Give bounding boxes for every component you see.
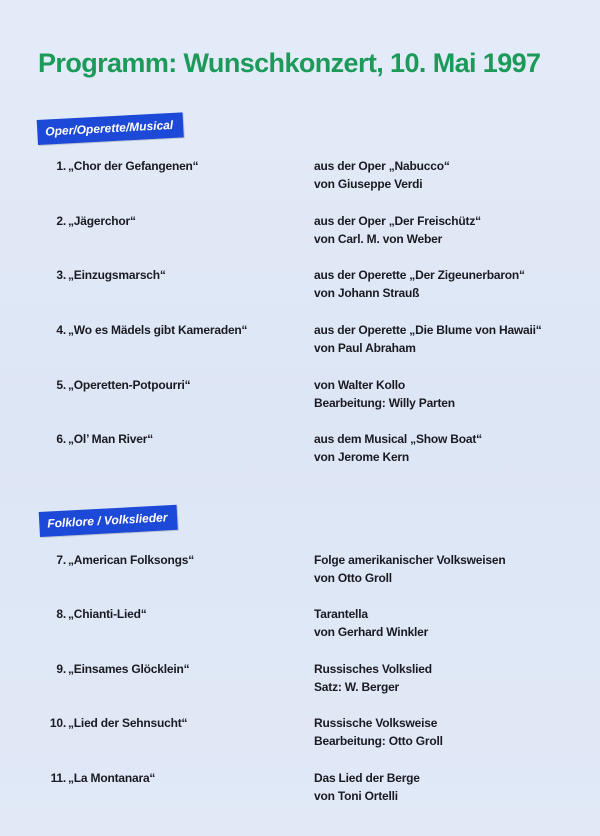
program-item <box>0 607 600 647</box>
item-description: Russische Volksweise <box>314 716 438 730</box>
item-title: „Chor der Gefangenen“ <box>68 159 199 173</box>
item-description: aus der Operette „Die Blume von Hawaii“ <box>314 323 542 337</box>
item-title: „Lied der Sehnsucht“ <box>68 716 188 730</box>
program-item <box>0 716 600 756</box>
item-composer: von Gerhard Winkler <box>314 625 429 639</box>
item-title: „Chianti-Lied“ <box>68 607 147 621</box>
item-title: „Jägerchor“ <box>68 214 136 228</box>
item-composer: von Otto Groll <box>314 571 392 585</box>
item-description: Das Lied der Berge <box>314 771 420 785</box>
program-item <box>0 771 600 811</box>
item-number: 8. <box>56 607 66 621</box>
item-number: 3. <box>56 268 66 282</box>
item-description: Russisches Volkslied <box>314 662 432 676</box>
section-tag-folklore: Folklore / Volkslieder <box>39 505 178 537</box>
item-title: „Einsames Glöcklein“ <box>68 662 190 676</box>
item-number: 9. <box>56 662 66 676</box>
item-title: „Ol’ Man River“ <box>68 432 154 446</box>
item-composer: Bearbeitung: Otto Groll <box>314 734 443 748</box>
item-description: Tarantella <box>314 607 368 621</box>
item-title: „Operetten-Potpourri“ <box>68 378 191 392</box>
item-number: 4. <box>56 323 66 337</box>
item-description: von Walter Kollo <box>314 378 406 392</box>
page-title: Programm: Wunschkonzert, 10. Mai 1997 <box>38 48 541 78</box>
item-composer: von Giuseppe Verdi <box>314 177 423 191</box>
program-item <box>0 432 600 472</box>
item-description: aus der Oper „Der Freischütz“ <box>314 214 481 228</box>
item-number: 7. <box>56 553 66 567</box>
item-composer: Bearbeitung: Willy Parten <box>314 396 455 410</box>
item-title: „La Montanara“ <box>68 771 156 785</box>
item-number: 10. <box>49 716 66 730</box>
item-description: Folge amerikanischer Volksweisen <box>314 553 506 567</box>
item-number: 2. <box>56 214 66 228</box>
item-composer: von Carl. M. von Weber <box>314 232 443 246</box>
item-description: aus dem Musical „Show Boat“ <box>314 432 482 446</box>
program-item <box>0 214 600 254</box>
program-item <box>0 159 600 199</box>
program-item <box>0 323 600 363</box>
item-number: 1. <box>56 159 66 173</box>
item-composer: von Toni Ortelli <box>314 789 398 803</box>
item-composer: von Paul Abraham <box>314 341 416 355</box>
section-tag-opera: Oper/Operette/Musical <box>37 112 184 145</box>
item-description: aus der Oper „Nabucco“ <box>314 159 450 173</box>
item-composer: von Johann Strauß <box>314 286 420 300</box>
item-title: „Wo es Mädels gibt Kameraden“ <box>68 323 248 337</box>
item-title: „American Folksongs“ <box>68 553 195 567</box>
item-number: 11. <box>50 771 66 785</box>
item-number: 5. <box>56 378 66 392</box>
program-item <box>0 662 600 702</box>
item-title: „Einzugsmarsch“ <box>68 268 166 282</box>
item-composer: Satz: W. Berger <box>314 680 400 694</box>
item-description: aus der Operette „Der Zigeunerbaron“ <box>314 268 525 282</box>
item-number: 6. <box>56 432 66 446</box>
program-item <box>0 268 600 308</box>
program-item <box>0 378 600 418</box>
program-item <box>0 553 600 593</box>
item-composer: von Jerome Kern <box>314 450 410 464</box>
